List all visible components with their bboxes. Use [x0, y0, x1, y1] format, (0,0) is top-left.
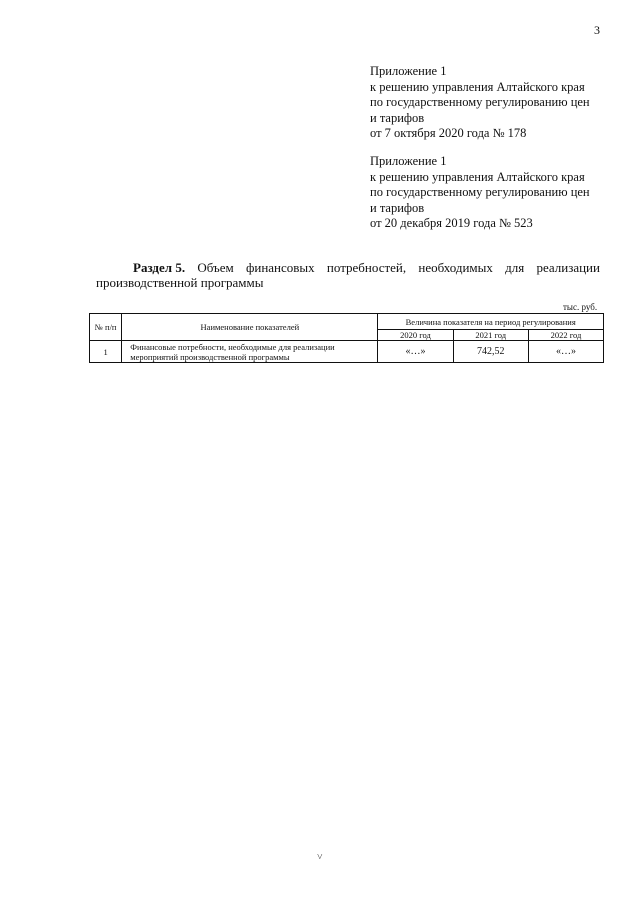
- heading-word: для: [505, 260, 525, 275]
- appendix-line: и тарифов: [370, 200, 425, 215]
- appendix-line: по государственному регулированию цен: [370, 95, 590, 109]
- appendix-block-current: [370, 64, 620, 142]
- header-year-2021: 2021 год: [453, 330, 528, 341]
- row-number: 1: [90, 341, 122, 363]
- section-heading: [96, 260, 600, 290]
- appendix-line: к решению управления Алтайского края: [370, 79, 585, 94]
- units-label: тыс. руб.: [563, 302, 598, 312]
- header-indicator-name: Наименование показателей: [122, 314, 378, 341]
- appendix-title: Приложение 1: [370, 64, 447, 78]
- value-2020: «…»: [378, 341, 453, 363]
- appendix-date: от 7 октября 2020 года № 178: [370, 126, 527, 140]
- appendix-line: по государственному регулированию цен: [370, 185, 590, 199]
- header-number: № п/п: [90, 314, 122, 341]
- financial-needs-table: [89, 313, 604, 363]
- section-label: Раздел 5.: [133, 260, 186, 275]
- value-2021: 742,52: [453, 341, 528, 363]
- appendix-title: Приложение 1: [370, 154, 447, 168]
- section-heading-line1: [96, 260, 600, 275]
- appendix-line: и тарифов: [370, 110, 425, 125]
- header-period: Величина показателя на период регулирования: [378, 314, 604, 330]
- heading-word: необходимых: [418, 260, 493, 275]
- section-heading-line2: производственной программы: [96, 275, 264, 290]
- appendix-date: от 20 декабря 2019 года № 523: [370, 216, 533, 230]
- heading-word: финансовых: [245, 260, 315, 275]
- heading-word: реализации: [536, 260, 600, 275]
- header-year-2022: 2022 год: [528, 330, 603, 341]
- table-header-row: [90, 314, 604, 330]
- appendix-block-previous: [370, 154, 620, 232]
- scan-mark: ˅: [317, 852, 323, 863]
- header-year-2020: 2020 год: [378, 330, 453, 341]
- heading-word: Объем: [197, 260, 234, 275]
- row-indicator-name: Финансовые потребности, необходимые для реализации мероприятий производственной программы: [122, 341, 378, 363]
- appendix-line: к решению управления Алтайского края: [370, 169, 585, 184]
- page-number: 3: [594, 23, 600, 37]
- table-row: [90, 341, 604, 363]
- value-2022: «…»: [528, 341, 603, 363]
- heading-word: потребностей,: [326, 260, 407, 275]
